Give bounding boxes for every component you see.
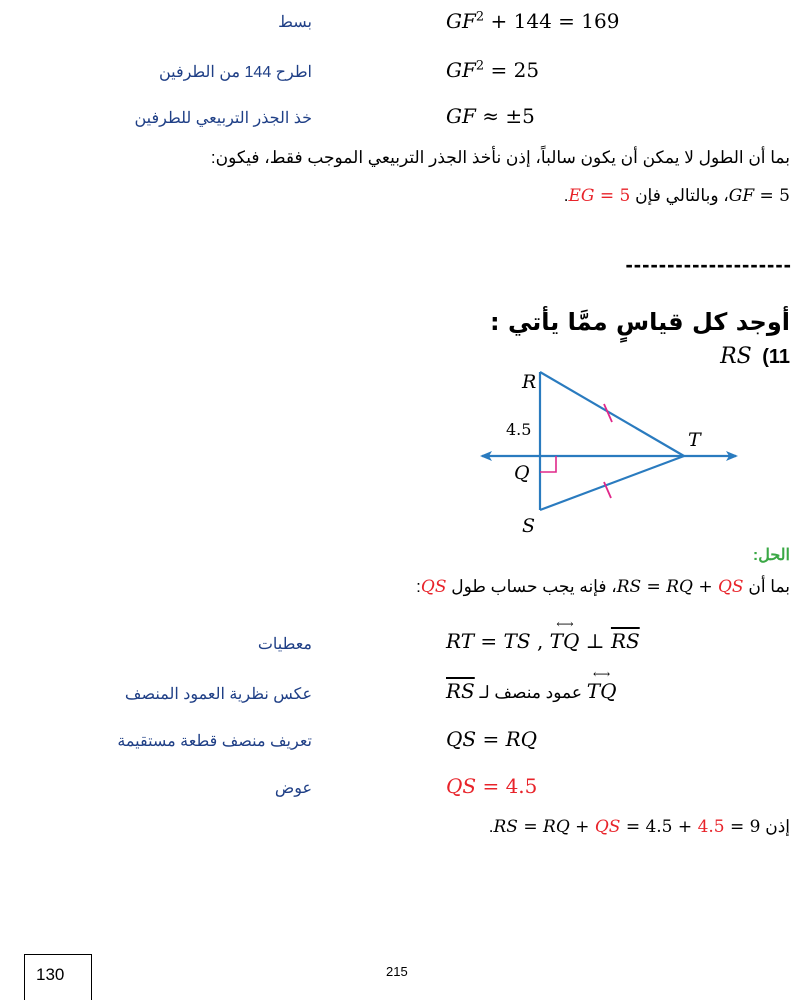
reason-substitute: عوض <box>274 780 312 797</box>
eq-qs-equals-rq: QS = RQ <box>446 727 538 751</box>
page-box-number: 130 <box>24 954 92 1000</box>
label-s: S <box>522 515 536 537</box>
eq-gf-squared-25: $GF^2 = 25$ <box>446 58 540 82</box>
label-q: Q <box>514 462 530 484</box>
gf-equals-5: GF = 5 <box>728 186 790 206</box>
intro-part1: بما أن <box>748 577 790 596</box>
page-number: 215 <box>386 964 408 979</box>
intro-qs: QS <box>420 577 447 597</box>
conclusion-dot: . <box>488 817 494 836</box>
section-heading: أوجد كل قياسٍ ممَّا يأتي : <box>490 308 790 336</box>
label-r: R <box>522 371 537 393</box>
intro-part2: ، فإنه يجب حساب طول <box>451 577 617 596</box>
eq-tq: TQ ⟷ <box>586 667 617 703</box>
label-4-5: 4.5 <box>506 420 532 439</box>
eq-gf-approx: GF ≈ ±5 <box>446 104 535 128</box>
reason-given: معطيات <box>257 636 312 653</box>
conclusion <box>489 817 790 837</box>
problem-11 <box>720 344 790 369</box>
eq-rs: RS <box>446 679 475 703</box>
reason-simplify: بسط <box>278 14 312 31</box>
solution-label: الحل: <box>752 547 790 564</box>
divider: -------------------- <box>625 252 792 277</box>
segment-st <box>540 456 684 510</box>
reason-square-root: خذ الجذر التربيعي للطرفين <box>134 110 312 127</box>
para-result-line <box>564 186 790 206</box>
eq-given: RT = TS , TQ ⟷ ⊥ $\overline{RS}$ <box>446 617 640 653</box>
segment-rt <box>540 372 684 456</box>
eq-qs-equals-4-5: QS = 4.5 <box>446 774 538 798</box>
triangle-diagram <box>470 368 750 544</box>
eq-bisector-text: عمود منصف لـ <box>479 683 583 702</box>
conclusion-text: إذن <box>765 817 790 836</box>
problem-label: RS <box>720 344 752 369</box>
label-t: T <box>688 429 701 451</box>
conclusion-eq: RS = RQ + QS = 4.5 + 4.5 = 9 <box>493 817 761 837</box>
eg-equals-5: EG = 5 <box>568 186 631 206</box>
intro-eq: RS = RQ + QS <box>616 577 744 597</box>
right-angle-mark <box>540 456 556 472</box>
para-negative-length: بما أن الطول لا يمكن أن يكون سالباً، إذن نأخذ الجذر التربيعي الموجب فقط، فيكون: <box>210 148 790 167</box>
reason-converse-bisector: عكس نظرية العمود المنصف <box>124 686 312 703</box>
result-connector: ، وبالتالي فإن <box>635 186 729 205</box>
eq-gf-squared-plus-144: $GF^2 + 144 = 169$ <box>446 9 620 33</box>
reason-subtract-144: اطرح 144 من الطرفين <box>158 64 312 81</box>
result-dot: . <box>563 186 569 205</box>
reason-segment-bisector: تعريف منصف قطعة مستقيمة <box>117 733 312 750</box>
intro-colon: : <box>416 577 421 596</box>
problem-number: 11) <box>762 346 790 368</box>
solution-intro <box>416 577 790 597</box>
eq-perpendicular-bisector <box>446 667 617 703</box>
